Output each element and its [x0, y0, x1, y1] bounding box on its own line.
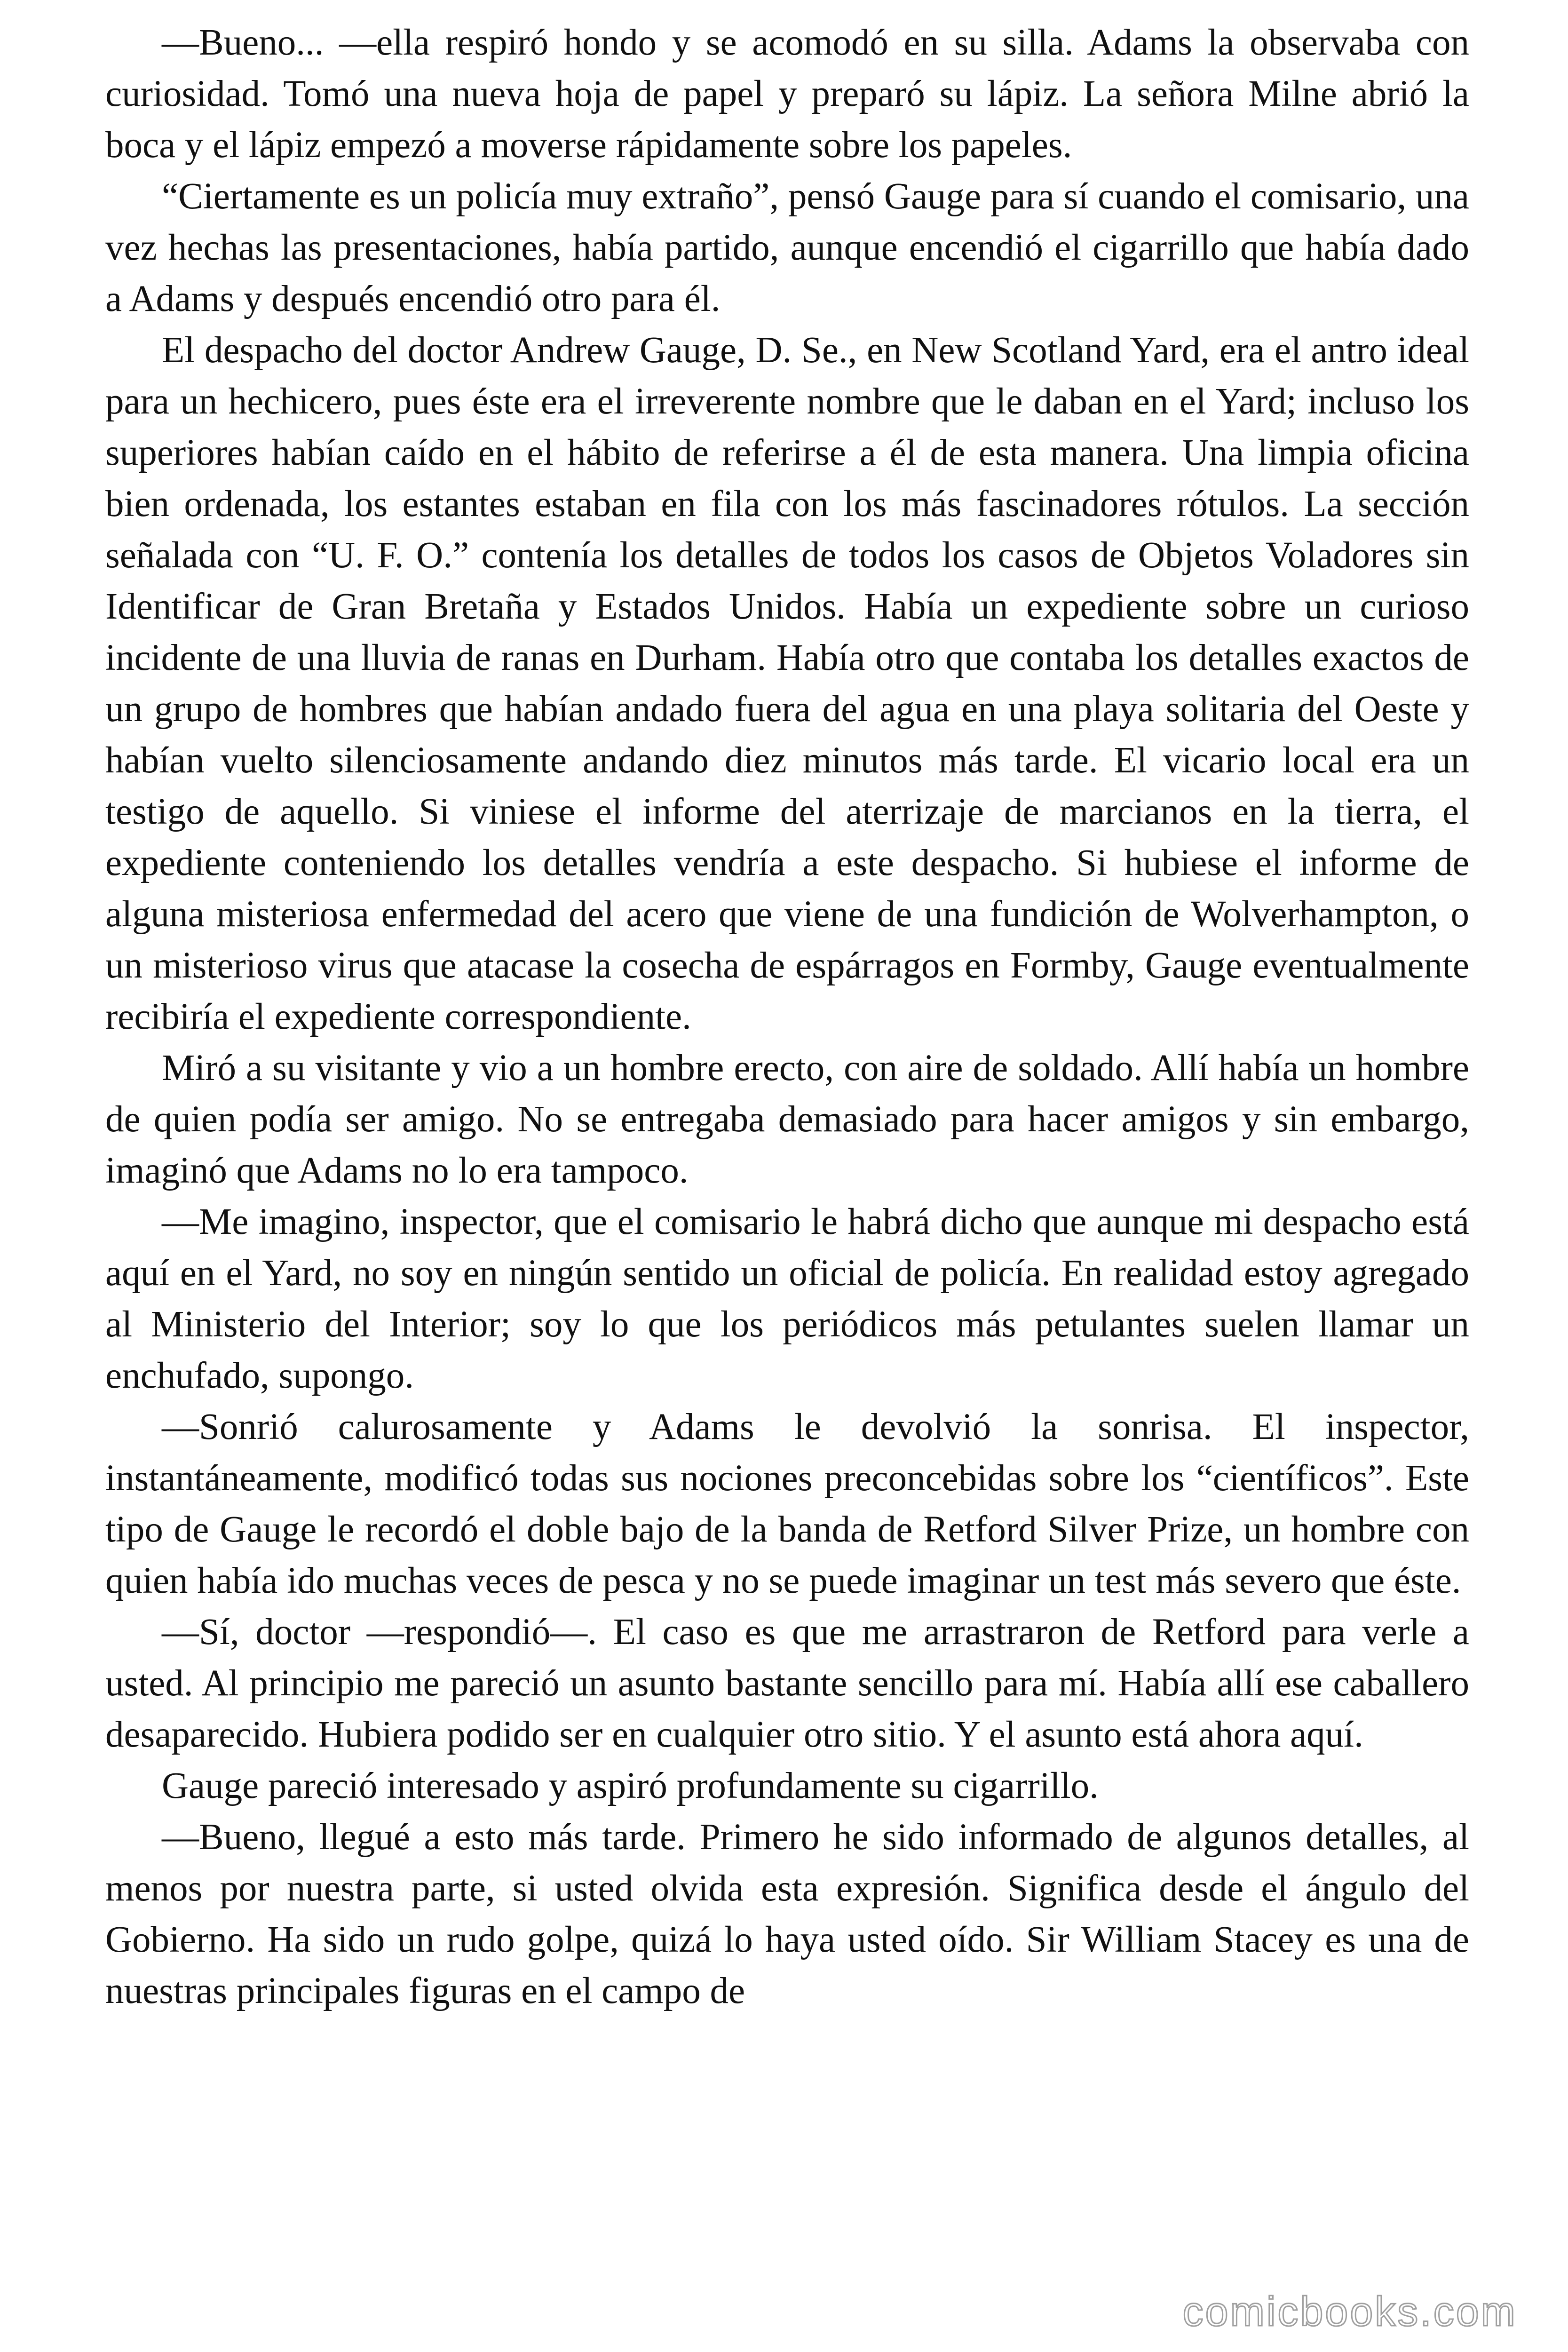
paragraph-3: El despacho del doctor Andrew Gauge, D. Se., en New Scotland Yard, era el antro ideal para un hechicero, pues éste era el irreverente nombre que le daban en el Yard; incluso los superiores habían caído en el hábito de referirse a él de esta manera. Una limpia oficina bien ordenada, los estantes estaban en fila con los más fascinadores rótulos. La sección señalada con “U. F. O.” contenía los detalles de todos los casos de Objetos Voladores sin Identificar de Gran Bretaña y Estados Unidos. Había un expediente sobre un curioso incidente de una lluvia de ranas en Durham. Había otro que contaba los detalles exactos de un grupo de hombres que habían andado fuera del agua en una playa solitaria del Oeste y habían vuelto silenciosamente andando diez minutos más tarde. El vicario local era un testigo de aquello. Si viniese el informe del aterrizaje de marcianos en la tierra, el expediente conteniendo los detalles vendría a este despacho. Si hubiese el informe de alguna misteriosa enfermedad del acero que viene de una fundición de Wolverhampton, o un misterioso virus que atacase la cosecha de espárragos en Formby, Gauge eventualmente recibiría el expediente correspondiente.	[105, 330, 1469, 1037]
paragraph-6: —Sonrió calurosamente y Adams le devolvió la sonrisa. El inspector, instantáneamente, modificó todas sus nociones preconcebidas sobre los “científicos”. Este tipo de Gauge le recordó el doble bajo de la banda de Retford Silver Prize, un hombre con quien había ido muchas veces de pesca y no se puede imaginar un test más severo que éste.	[105, 1406, 1469, 1601]
paragraph-2: “Ciertamente es un policía muy extraño”, pensó Gauge para sí cuando el comisario, una vez hechas las presentaciones, había partido, aunque encendió el cigarrillo que había dado a Adams y después encendió otro para él.	[105, 176, 1469, 319]
body-text	[105, 17, 1469, 2017]
paragraph-1: —Bueno... —ella respiró hondo y se acomodó en su silla. Adams la observaba con curiosidad. Tomó una nueva hoja de papel y preparó su lápiz. La señora Milne abrió la boca y el lápiz empezó a moverse rápidamente sobre los papeles.	[105, 22, 1469, 166]
paragraph-5: —Me imagino, inspector, que el comisario le habrá dicho que aunque mi despacho está aquí en el Yard, no soy en ningún sentido un oficial de policía. En realidad estoy agregado al Ministerio del Interior; soy lo que los periódicos más petulantes suelen llamar un enchufado, supongo.	[105, 1201, 1469, 1396]
paragraph-7: —Sí, doctor —respondió—. El caso es que me arrastraron de Retford para verle a usted. Al principio me pareció un asunto bastante sencillo para mí. Había allí ese caballero desaparecido. Hubiera podido ser en cualquier otro sitio. Y el asunto está ahora aquí.	[105, 1612, 1469, 1755]
paragraph-4: Miró a su visitante y vio a un hombre erecto, con aire de soldado. Allí había un hombre de quien podía ser amigo. No se entregaba demasiado para hacer amigos y sin embargo, imaginó que Adams no lo era tampoco.	[105, 1048, 1469, 1191]
watermark-text: comicbooks.com	[1182, 2288, 1517, 2335]
paragraph-8: Gauge pareció interesado y aspiró profundamente su cigarrillo.	[162, 1765, 1099, 1806]
paragraph-9: —Bueno, llegué a esto más tarde. Primero he sido informado de algunos detalles, al menos por nuestra parte, si usted olvida esta expresión. Significa desde el ángulo del Gobierno. Ha sido un rudo golpe, quizá lo haya usted oído. Sir William Stacey es una de nuestras principales figuras en el campo de	[105, 1817, 1469, 2011]
